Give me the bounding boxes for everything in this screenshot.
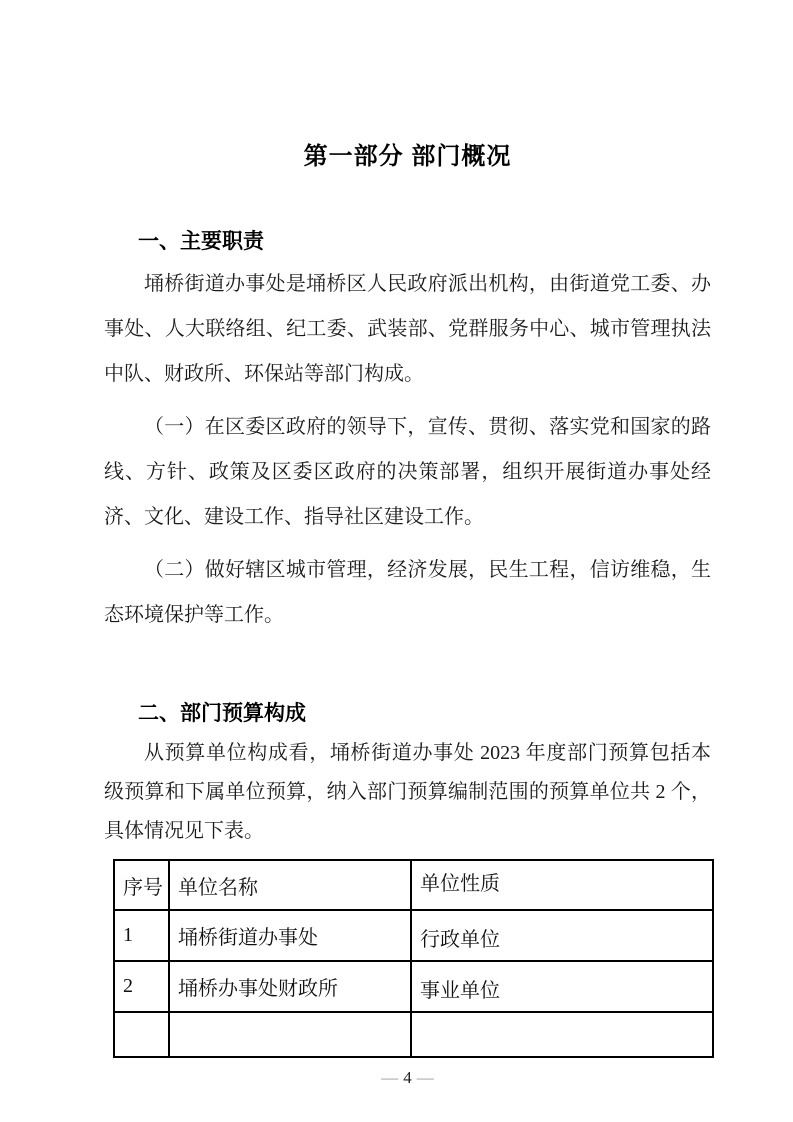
section-heading: 一、主要职责 [138,230,264,253]
table-cell [169,1012,411,1057]
table-row [114,961,713,1012]
section [104,702,711,851]
table-row [114,910,713,961]
section-heading: 二、部门预算构成 [138,702,306,725]
table-header-row [114,860,713,910]
table-cell [114,1012,169,1057]
table-body [114,910,713,1057]
sections-container [104,230,711,851]
table-cell: 2 [114,961,169,1012]
table-row [114,1012,713,1057]
page-footer [104,1068,711,1088]
table-header-cell: 单位性质 [411,860,713,910]
budget-units-table [113,859,714,1058]
page-number: 4 [403,1068,412,1087]
footer-left-dash: — [381,1068,399,1087]
body-paragraph: （二）做好辖区城市管理，经济发展，民生工程，信访维稳，生态环境保护等工作。 [104,559,711,626]
table-cell [411,1012,713,1057]
body-paragraph: 埇桥街道办事处是埇桥区人民政府派出机构，由街道党工委、办事处、人大联络组、纪工委、武装部、党群服务中心、城市管理执法中队、财政所、环保站等部门构成。 [104,273,711,385]
table-cell: 行政单位 [411,910,713,961]
table-cell: 埇桥办事处财政所 [169,961,411,1012]
footer-right-dash: — [416,1068,434,1087]
table-cell: 1 [114,910,169,961]
table-header-cell: 单位名称 [169,860,411,910]
section [104,230,711,638]
table-cell: 埇桥街道办事处 [169,910,411,961]
body-paragraph: （一）在区委区政府的领导下，宣传、贯彻、落实党和国家的路线、方针、政策及区委区政府的决策部署，组织开展街道办事处经济、文化、建设工作、指导社区建设工作。 [104,416,711,528]
page-title: 第一部分 部门概况 [303,143,512,170]
body-paragraph: 从预算单位构成看，埇桥街道办事处 2023 年度部门预算包括本级预算和下属单位预算，纳入部门预算编制范围的预算单位共 2 个，具体情况见下表。 [104,742,711,842]
table-cell: 事业单位 [411,961,713,1012]
table-header-cell: 序号 [114,860,169,910]
